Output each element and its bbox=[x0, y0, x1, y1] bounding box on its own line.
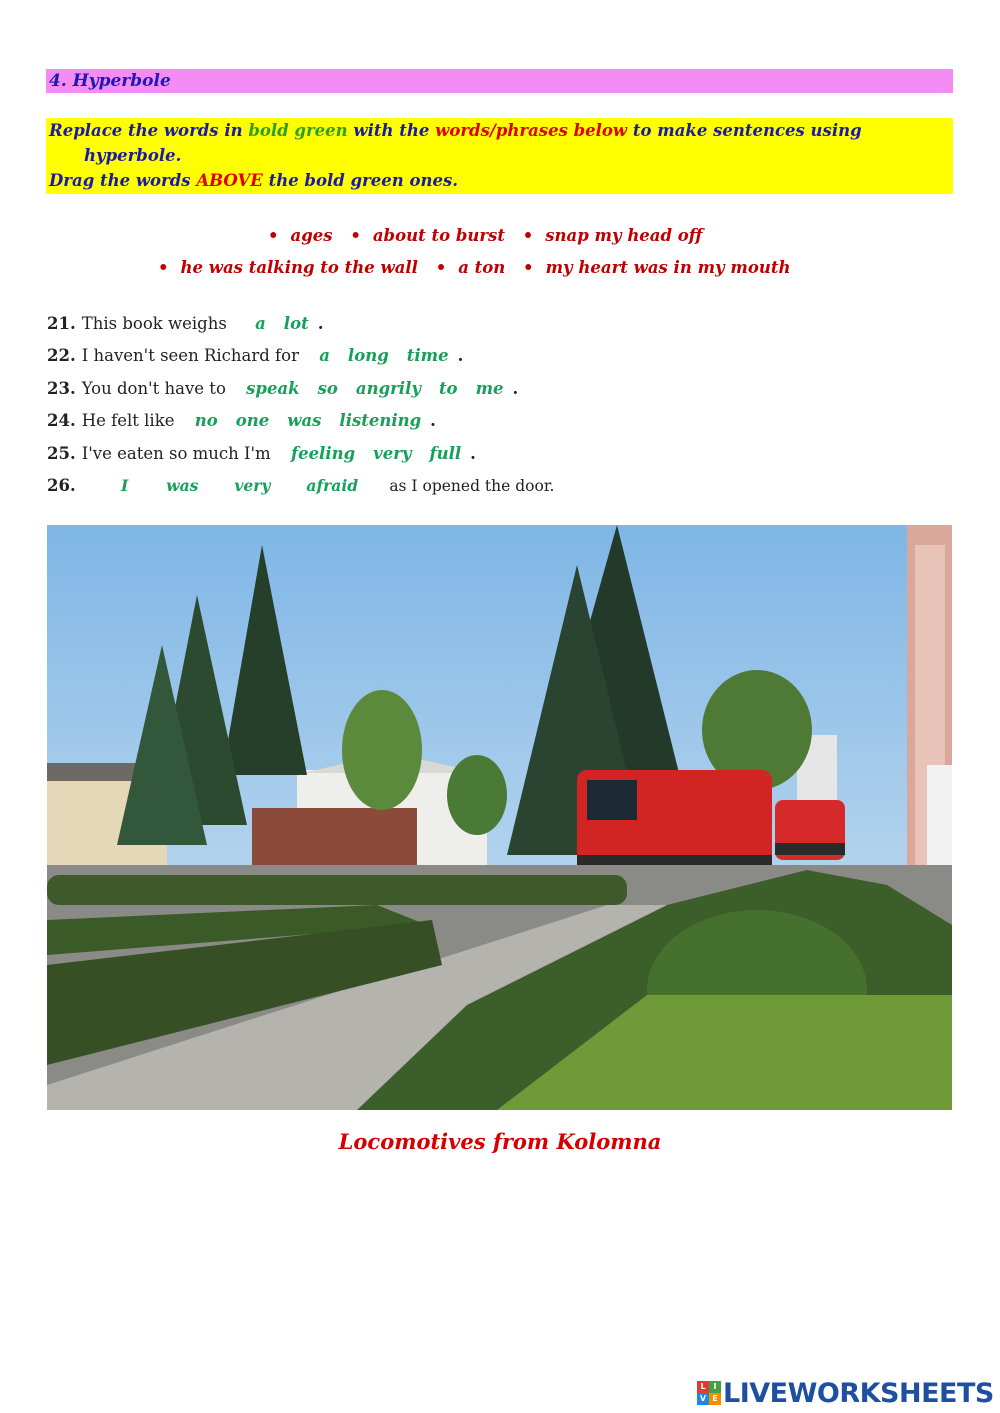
question-end: . bbox=[317, 314, 324, 333]
instr-text: Drag the words bbox=[49, 171, 197, 190]
logo-text: LIVEWORKSHEETS bbox=[723, 1377, 994, 1409]
question-end: . bbox=[430, 411, 436, 430]
drop-target-answer[interactable] bbox=[282, 444, 470, 463]
draggable-word[interactable]: my heart was in my mouth bbox=[545, 258, 791, 277]
answer-word: full bbox=[429, 444, 462, 463]
question-text: I've eaten so much I'm bbox=[81, 444, 271, 463]
instructions-box bbox=[46, 118, 953, 194]
question-26 bbox=[47, 471, 554, 501]
answer-word: very bbox=[373, 444, 412, 463]
logo-letter: E bbox=[709, 1393, 721, 1405]
answer-word: a bbox=[255, 314, 266, 333]
question-25 bbox=[47, 439, 476, 469]
answer-word: very bbox=[234, 476, 271, 495]
drop-target-answer[interactable] bbox=[186, 411, 430, 430]
question-text: This book weighs bbox=[81, 314, 227, 333]
instr-red: ABOVE bbox=[196, 171, 263, 190]
question-end: . bbox=[457, 346, 464, 365]
answer-word: long bbox=[347, 346, 389, 365]
question-24 bbox=[47, 406, 436, 436]
answer-word: one bbox=[235, 411, 270, 430]
bullet-icon: • bbox=[523, 258, 534, 277]
answer-word: time bbox=[406, 346, 449, 365]
instr-text: with the bbox=[347, 121, 436, 140]
question-end: . bbox=[470, 444, 476, 463]
answer-word: lot bbox=[283, 314, 309, 333]
word-bank-row-1 bbox=[256, 226, 702, 245]
question-number: 23. bbox=[47, 379, 76, 398]
locomotive-photo bbox=[47, 525, 952, 1110]
drop-target-answer[interactable] bbox=[246, 314, 318, 333]
bullet-icon: • bbox=[158, 258, 169, 277]
instructions-line-3 bbox=[49, 168, 458, 193]
question-text: You don't have to bbox=[81, 379, 226, 398]
answer-word: angrily bbox=[355, 379, 421, 398]
bullet-icon: • bbox=[268, 226, 279, 245]
draggable-word[interactable]: ages bbox=[290, 226, 333, 245]
drop-target-answer[interactable] bbox=[310, 346, 457, 365]
instr-text: the bold green ones. bbox=[262, 171, 459, 190]
answer-word: so bbox=[317, 379, 338, 398]
question-23 bbox=[47, 374, 518, 404]
answer-word: was bbox=[287, 411, 322, 430]
answer-word: to bbox=[438, 379, 458, 398]
question-number: 22. bbox=[47, 346, 76, 365]
draggable-word[interactable]: snap my head off bbox=[545, 226, 703, 245]
instructions-line-1 bbox=[49, 118, 862, 143]
liveworksheets-logo bbox=[697, 1378, 994, 1408]
instr-red: words/phrases below bbox=[435, 121, 628, 140]
bullet-icon: • bbox=[350, 226, 361, 245]
drop-target-answer[interactable] bbox=[237, 379, 512, 398]
logo-letter: I bbox=[709, 1381, 721, 1393]
question-22 bbox=[47, 341, 463, 371]
answer-word: was bbox=[166, 476, 199, 495]
answer-word: speak bbox=[246, 379, 300, 398]
question-number: 25. bbox=[47, 444, 76, 463]
bullet-icon: • bbox=[522, 226, 534, 245]
photo-caption: Locomotives from Kolomna bbox=[338, 1129, 662, 1154]
question-end: . bbox=[512, 379, 519, 398]
draggable-word[interactable]: about to burst bbox=[372, 226, 505, 245]
answer-word: no bbox=[194, 411, 218, 430]
draggable-word[interactable]: a ton bbox=[458, 258, 506, 277]
answer-word: feeling bbox=[290, 444, 356, 463]
answer-word: a bbox=[319, 346, 330, 365]
logo-letter: L bbox=[697, 1381, 709, 1393]
question-21 bbox=[47, 309, 323, 339]
draggable-word[interactable]: he was talking to the wall bbox=[180, 258, 418, 277]
answer-word: I bbox=[120, 476, 129, 495]
question-text: He felt like bbox=[81, 411, 175, 430]
bullet-icon: • bbox=[435, 258, 447, 277]
question-number: 21. bbox=[47, 314, 76, 333]
section-title: 4. Hyperbole bbox=[46, 69, 953, 93]
answer-word: afraid bbox=[306, 476, 359, 495]
instr-text: to make sentences using bbox=[627, 121, 862, 140]
question-text: I haven't seen Richard for bbox=[81, 346, 299, 365]
instr-text: Replace the words in bbox=[49, 121, 249, 140]
word-bank-row-2 bbox=[146, 258, 790, 277]
instr-green: bold green bbox=[248, 121, 348, 140]
answer-word: me bbox=[475, 379, 504, 398]
logo-letter: V bbox=[697, 1393, 709, 1405]
instructions-line-2: hyperbole. bbox=[84, 146, 182, 165]
question-text: as I opened the door. bbox=[389, 477, 555, 495]
answer-word: listening bbox=[339, 411, 422, 430]
question-number: 26. bbox=[47, 476, 76, 495]
logo-mark-icon bbox=[697, 1381, 721, 1405]
question-number: 24. bbox=[47, 411, 76, 430]
drop-target-answer[interactable] bbox=[101, 476, 376, 495]
